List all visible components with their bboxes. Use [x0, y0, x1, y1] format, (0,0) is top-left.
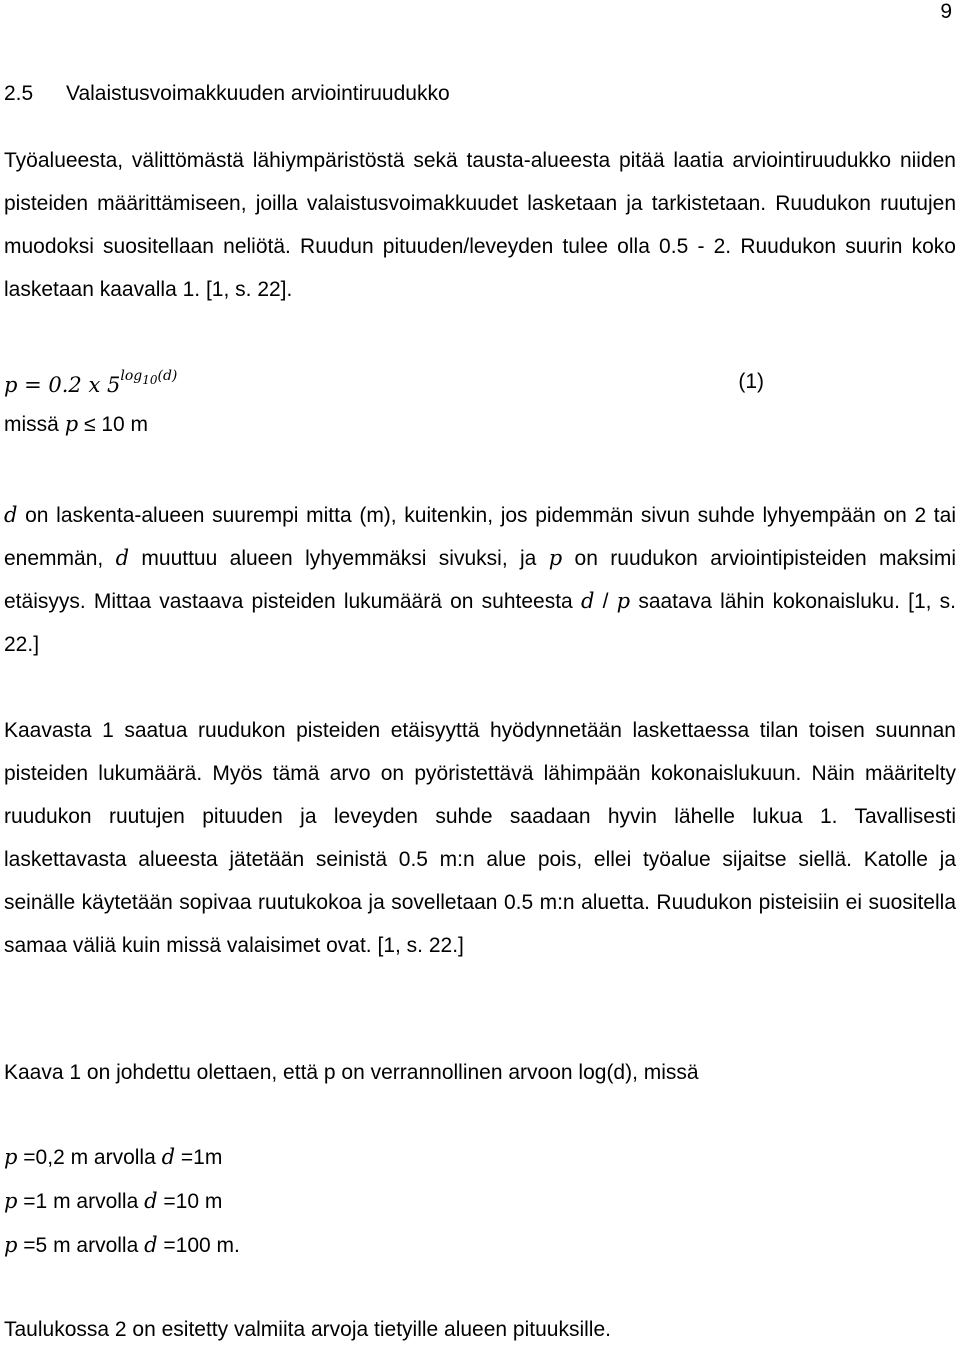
formula-expression — [4, 368, 178, 397]
example-line: p =0,2 m arvolla d =1m — [4, 1145, 223, 1169]
section-heading — [4, 82, 450, 106]
page-number: 9 — [940, 0, 952, 23]
section-title: Valaistusvoimakkuuden arviointiruudukko — [66, 82, 450, 105]
paragraph-application: Kaavasta 1 saatua ruudukon pisteiden etäisyyttä hyödynnetään laskettaessa tilan toisen suunnan pisteiden lukumäärä. Myös tämä arvo on pyöristettävä lähimpään kokonaislukuun. Näin määritelty ruudukon ruutujen pituuden ja leveyden suhde saadaan hyvin lähelle lukua 1. Tavallisesti laskettavasta alueesta jätetään seinistä 0.5 m:n alue pois, ellei työalue sijaitse siellä. Katolle ja seinälle käytetään sopivaa ruutukokoa ja sovelletaan 0.5 m:n aluetta. Ruudukon pisteisiin ei suositella samaa väliä kuin missä valaisimet ovat. [1, s. 22.] — [4, 719, 956, 957]
formula-1 — [4, 364, 764, 404]
formula-number: (1) — [738, 370, 764, 393]
example-line: p =5 m arvolla d =100 m. — [4, 1233, 240, 1257]
example-line: p =1 m arvolla d =10 m — [4, 1189, 223, 1213]
paragraph-definitions: d on laskenta-alueen suurempi mitta (m), kuitenkin, jos pidemmän sivun suhde lyhyempään on 2 tai enemmän, d muuttuu alueen lyhyemmäksi sivuksi, ja p on ruudukon arviointipisteiden maksimi etäisyys. Mittaa vastaava pisteiden lukumäärä on suhteesta d / p saatava lähin kokonaisluku. [1, s. 22.] — [4, 503, 956, 656]
paragraph-derivation: Kaava 1 on johdettu olettaen, että p on verrannollinen arvoon log(d), missä — [4, 1061, 699, 1084]
paragraph-intro: Työalueesta, välittömästä lähiympäristöstä sekä tausta-alueesta pitää laatia arviointiruudukko niiden pisteiden määrittämiseen, joilla valaistusvoimakkuudet lasketaan ja tarkistetaan. Ruudukon ruutujen muodoksi suositellaan neliötä. Ruudun pituuden/leveyden tulee olla 0.5 - 2. Ruudukon suurin koko lasketaan kaavalla 1. [1, s. 22]. — [4, 149, 956, 301]
formula-exponent: log10(d) — [120, 368, 178, 387]
paragraph-table-reference: Taulukossa 2 on esitetty valmiita arvoja tietyille alueen pituuksille. — [4, 1318, 611, 1341]
formula-constraint: missä p ≤ 10 m — [4, 412, 149, 436]
formula-lhs: p = 0.2 x 5 — [4, 373, 121, 397]
section-number: 2.5 — [4, 82, 34, 105]
